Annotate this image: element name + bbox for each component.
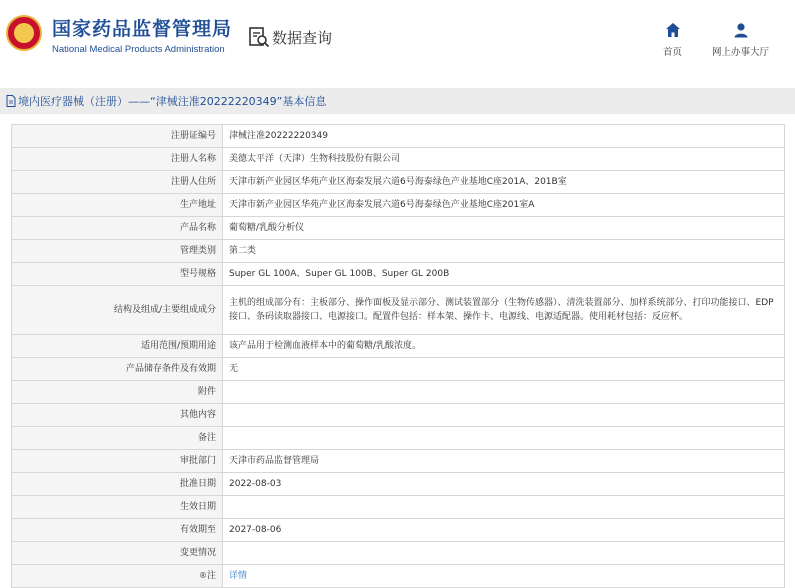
row-value — [223, 381, 785, 404]
table-row — [12, 217, 785, 240]
row-label: 生产地址 — [12, 194, 223, 217]
registered-mark: ® — [198, 571, 207, 580]
table-row — [12, 496, 785, 519]
data-query-link[interactable] — [248, 26, 332, 48]
table-row — [12, 404, 785, 427]
nav-online-label: 网上办事大厅 — [712, 47, 770, 58]
row-value — [223, 565, 785, 588]
row-value: 2027-08-06 — [223, 519, 785, 542]
table-row — [12, 565, 785, 588]
home-icon — [665, 22, 681, 38]
row-label: 管理类别 — [12, 240, 223, 263]
row-value — [223, 427, 785, 450]
row-value: 无 — [223, 358, 785, 381]
row-label: 批准日期 — [12, 473, 223, 496]
row-value: 葡萄糖/乳酸分析仪 — [223, 217, 785, 240]
row-value: 该产品用于检测血液样本中的葡萄糖/乳酸浓度。 — [223, 335, 785, 358]
row-label: 审批部门 — [12, 450, 223, 473]
table-row — [12, 240, 785, 263]
site-title[interactable]: 国家药品监督管理局 — [52, 18, 233, 40]
table-row — [12, 473, 785, 496]
table-row — [12, 171, 785, 194]
nav-home-label: 首页 — [663, 47, 683, 58]
site-subtitle: National Medical Products Administration — [52, 44, 225, 55]
row-label: 有效期至 — [12, 519, 223, 542]
breadcrumb — [0, 88, 795, 114]
row-label — [12, 565, 223, 588]
row-label: 型号规格 — [12, 263, 223, 286]
row-label: 变更情况 — [12, 542, 223, 565]
info-table — [11, 124, 785, 588]
row-value: 天津市新产业园区华苑产业区海泰发展六道6号海泰绿色产业基地C座201A、201B室 — [223, 171, 785, 194]
row-label: 结构及组成/主要组成成分 — [12, 286, 223, 335]
row-value: 第二类 — [223, 240, 785, 263]
document-search-icon — [248, 26, 270, 48]
table-row — [12, 450, 785, 473]
table-row — [12, 542, 785, 565]
table-row — [12, 125, 785, 148]
row-value: 津械注准20222220349 — [223, 125, 785, 148]
table-row — [12, 194, 785, 217]
row-value: 天津市药品监督管理局 — [223, 450, 785, 473]
row-label: 注册证编号 — [12, 125, 223, 148]
row-label: 附件 — [12, 381, 223, 404]
note-label: 注 — [206, 571, 216, 581]
table-row — [12, 358, 785, 381]
table-row — [12, 381, 785, 404]
data-query-label: 数据查询 — [272, 28, 333, 47]
row-label: 其他内容 — [12, 404, 223, 427]
row-label: 适用范围/预期用途 — [12, 335, 223, 358]
site-header — [0, 0, 795, 78]
row-value: Super GL 100A、Super GL 100B、Super GL 200B — [223, 263, 785, 286]
row-value: 天津市新产业园区华苑产业区海泰发展六道6号海泰绿色产业基地C座201室A — [223, 194, 785, 217]
user-icon — [733, 22, 749, 38]
row-label: 产品储存条件及有效期 — [12, 358, 223, 381]
detail-link[interactable]: 详情 — [229, 570, 248, 581]
row-label: 注册人名称 — [12, 148, 223, 171]
row-value: 2022-08-03 — [223, 473, 785, 496]
row-label: 注册人住所 — [12, 171, 223, 194]
row-value — [223, 542, 785, 565]
nav-home[interactable] — [663, 22, 682, 58]
row-value: 主机的组成部分有：主板部分、操作面板及显示部分、测试装置部分（生物传感器）、清洗装置部分、加样系统部分、打印功能接口、EDP接口、条码读取器接口、电源接口。配置件包括：样本架、操作卡、电源线、电源适配器。使用耗材包括：反应杯。 — [223, 286, 785, 335]
table-row — [12, 335, 785, 358]
row-value: 美德太平洋（天津）生物科技股份有限公司 — [223, 148, 785, 171]
row-value — [223, 496, 785, 519]
row-label: 产品名称 — [12, 217, 223, 240]
table-row — [12, 263, 785, 286]
row-label: 备注 — [12, 427, 223, 450]
table-row — [12, 286, 785, 335]
national-emblem-icon[interactable] — [6, 15, 42, 51]
row-value — [223, 404, 785, 427]
table-row — [12, 519, 785, 542]
row-label: 生效日期 — [12, 496, 223, 519]
nav-online-service[interactable] — [712, 22, 769, 58]
table-row — [12, 427, 785, 450]
breadcrumb-text: 境内医疗器械（注册）——“津械注准20222220349”基本信息 — [18, 95, 327, 108]
document-icon — [6, 95, 16, 107]
table-row — [12, 148, 785, 171]
